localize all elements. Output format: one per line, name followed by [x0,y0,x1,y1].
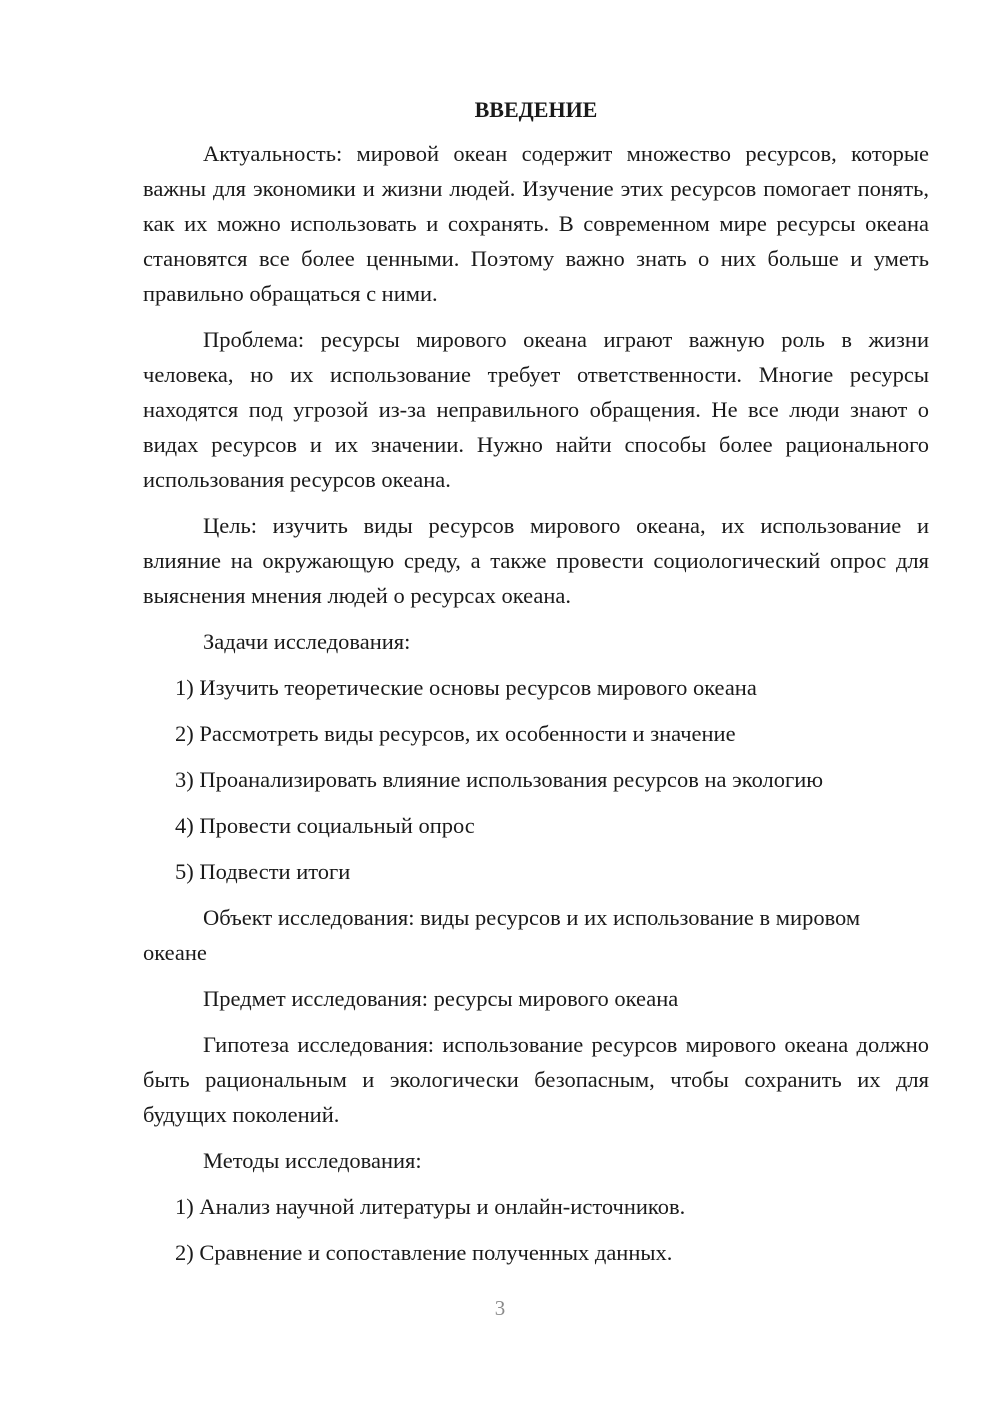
goal-paragraph: Цель: изучить виды ресурсов мирового океана, их использование и влияние на окружающую среду, а также провести социологический опрос для выяснения мнения людей о ресурсах океана. [143,513,929,608]
subject-paragraph: Предмет исследования: ресурсы мирового океана [203,986,679,1011]
page-number: 3 [494,1296,506,1320]
list-item: 1) Анализ научной литературы и онлайн-источников. [175,1194,686,1219]
list-item: 3) Проанализировать влияние использования ресурсов на экологию [175,767,824,792]
tasks-list [143,670,929,889]
list-item: 2) Рассмотреть виды ресурсов, их особенности и значение [175,721,736,746]
list-item: 2) Сравнение и сопоставление полученных данных. [175,1240,673,1265]
problem-paragraph: Проблема: ресурсы мирового океана играют важную роль в жизни человека, но их использование требует ответственности. Многие ресурсы находятся под угрозой из-за неправильного обращения. Не все люди знают о видах ресурсов и их значении. Нужно найти способы более рационального использования ресурсов океана. [143,327,929,492]
list-item: 4) Провести социальный опрос [175,813,475,838]
list-item: 5) Подвести итоги [175,859,351,884]
document-page [143,92,929,1281]
relevance-paragraph: Актуальность: мировой океан содержит множество ресурсов, которые важны для экономики и жизни людей. Изучение этих ресурсов помогает понять, как их можно использовать и сохранять. В современном мире ресурсы океана становятся все более ценными. Поэтому важно знать о них больше и уметь правильно обращаться с ними. [143,141,929,306]
object-paragraph: Объект исследования: виды ресурсов и их использование в мировом океане [143,905,861,965]
list-item: 1) Изучить теоретические основы ресурсов мирового океана [175,675,757,700]
section-title: ВВЕДЕНИЕ [474,97,598,122]
methods-list [143,1189,929,1270]
methods-heading: Методы исследования: [203,1148,422,1173]
hypothesis-paragraph: Гипотеза исследования: использование ресурсов мирового океана должно быть рациональным и экологически безопасным, чтобы сохранить их для будущих поколений. [143,1032,929,1127]
tasks-heading: Задачи исследования: [203,629,411,654]
